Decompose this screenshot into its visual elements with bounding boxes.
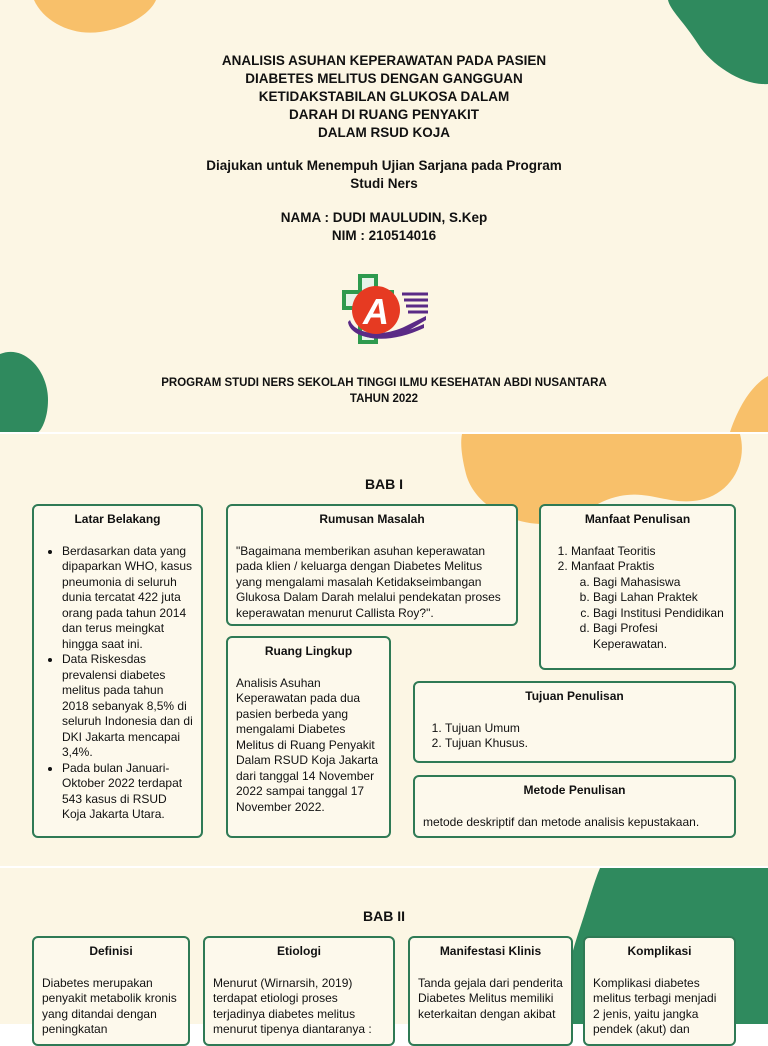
sub-list-item: d. Bagi Profesi Keperawatan. bbox=[593, 621, 726, 652]
title-slide bbox=[0, 0, 768, 432]
list-item bbox=[571, 559, 726, 652]
title-line: DALAM RSUD KOJA bbox=[317, 125, 450, 140]
list-item: 1. Tujuan Umum bbox=[445, 721, 726, 737]
manifestasi-klinis-card bbox=[408, 936, 573, 1046]
card-title: Manfaat Penulisan bbox=[584, 512, 691, 526]
author-info bbox=[0, 209, 768, 245]
card-title: Etiologi bbox=[277, 944, 321, 958]
institution-line: TAHUN 2022 bbox=[349, 393, 419, 405]
list-item-label: Manfaat Praktis bbox=[571, 559, 655, 573]
bab-2-slide bbox=[0, 868, 768, 1036]
institution-logo bbox=[336, 272, 432, 348]
sub-list-item: c. Bagi Institusi Pendidikan bbox=[593, 606, 726, 622]
list-item: • Data Riskesdas prevalensi diabetes melitus pada tahun 2018 sebanyak 8,5% di seluruh Indonesia dan di DKI Jakarta mencapai 3,4%. bbox=[62, 652, 193, 761]
numbered-list bbox=[423, 721, 726, 752]
etiologi-card bbox=[203, 936, 395, 1046]
definisi-card bbox=[32, 936, 190, 1046]
bullet-list bbox=[42, 544, 193, 823]
title-line: DARAH DI RUANG PENYAKIT bbox=[288, 107, 479, 122]
subtitle-line: Diajukan untuk Menempuh Ujian Sarjana pada Program bbox=[206, 158, 562, 173]
section-heading: BAB II bbox=[363, 908, 405, 924]
card-text: Diabetes merupakan penyakit metabolik kronis yang ditandai dengan peningkatan bbox=[42, 975, 177, 1036]
list-item: 2. Tujuan Khusus. bbox=[445, 736, 726, 752]
card-title: Manifestasi Klinis bbox=[439, 944, 542, 958]
card-text: Analisis Asuhan Keperawatan pada dua pasien berbeda yang mengalami Diabetes Melitus di Ruang Penyakit Dalam RSUD Koja Jakarta dari tanggal 14 November 2022 sampai tanggal 17 November 2022. bbox=[236, 675, 379, 814]
card-title: Metode Penulisan bbox=[523, 783, 626, 797]
list-item: • Pada bulan Januari-Oktober 2022 terdapat 543 kasus di RSUD Koja Jakarta Utara. bbox=[62, 761, 193, 823]
rumusan-masalah-card bbox=[226, 504, 518, 626]
card-text: "Bagaimana memberikan asuhan keperawatan pada klien / keluarga dengan Diabetes Melitus yang mengalami masalah Ketidakseimbangan Glukosa Dalam Darah melalui pendekatan proses keperawatan menurut Callista Roy?". bbox=[236, 543, 501, 620]
subtitle-line: Studi Ners bbox=[350, 176, 418, 191]
title-line: ANALISIS ASUHAN KEPERAWATAN PADA PASIEN bbox=[221, 53, 547, 68]
sub-list bbox=[571, 575, 726, 653]
sub-list-item: a. Bagi Mahasiswa bbox=[593, 575, 726, 591]
card-title: Latar Belakang bbox=[74, 512, 161, 526]
metode-penulisan-card bbox=[413, 775, 736, 838]
sub-list-item: b. Bagi Lahan Praktek bbox=[593, 590, 726, 606]
komplikasi-card bbox=[583, 936, 736, 1046]
card-title: Komplikasi bbox=[627, 944, 692, 958]
manfaat-penulisan-card bbox=[539, 504, 736, 670]
list-item: • Berdasarkan data yang dipaparkan WHO, kasus pneumonia di seluruh dunia tercatat 422 juta orang pada tahun 2014 dan terus meingkat hingga saat ini. bbox=[62, 544, 193, 653]
latar-belakang-card bbox=[32, 504, 203, 838]
title-line: KETIDAKSTABILAN GLUKOSA DALAM bbox=[258, 89, 510, 104]
section-heading: BAB I bbox=[364, 476, 404, 492]
ruang-lingkup-card bbox=[226, 636, 391, 838]
card-title: Definisi bbox=[89, 944, 133, 958]
card-text: Komplikasi diabetes melitus terbagi menjadi 2 jenis, yaitu jangka pendek (akut) dan bbox=[593, 975, 717, 1036]
author-nim: NIM : 210514016 bbox=[331, 228, 437, 243]
author-name: NAMA : DUDI MAULUDIN, S.Kep bbox=[280, 210, 488, 225]
title-line: DIABETES MELITUS DENGAN GANGGUAN bbox=[245, 71, 523, 86]
card-title: Rumusan Masalah bbox=[319, 512, 425, 526]
card-text: Menurut (Wirnarsih, 2019) terdapat etiologi proses terjadinya diabetes melitus menurut tipenya diantaranya : bbox=[213, 975, 372, 1036]
subtitle bbox=[0, 157, 768, 193]
institution-footer bbox=[0, 375, 768, 407]
institution-line: PROGRAM STUDI NERS SEKOLAH TINGGI ILMU KESEHATAN ABDI NUSANTARA bbox=[161, 377, 607, 389]
card-text: metode deskriptif dan metode analisis kepustakaan. bbox=[423, 814, 700, 829]
tujuan-penulisan-card bbox=[413, 681, 736, 763]
card-title: Ruang Lingkup bbox=[264, 644, 353, 658]
card-title: Tujuan Penulisan bbox=[525, 689, 624, 703]
card-text: Tanda gejala dari penderita Diabetes Melitus memiliki keterkaitan dengan akibat bbox=[418, 975, 563, 1021]
logo-letter: A bbox=[363, 291, 389, 332]
numbered-list bbox=[549, 544, 726, 653]
list-item: 1. Manfaat Teoritis bbox=[571, 544, 726, 560]
presentation-title bbox=[0, 52, 768, 142]
bab-1-slide bbox=[0, 434, 768, 866]
